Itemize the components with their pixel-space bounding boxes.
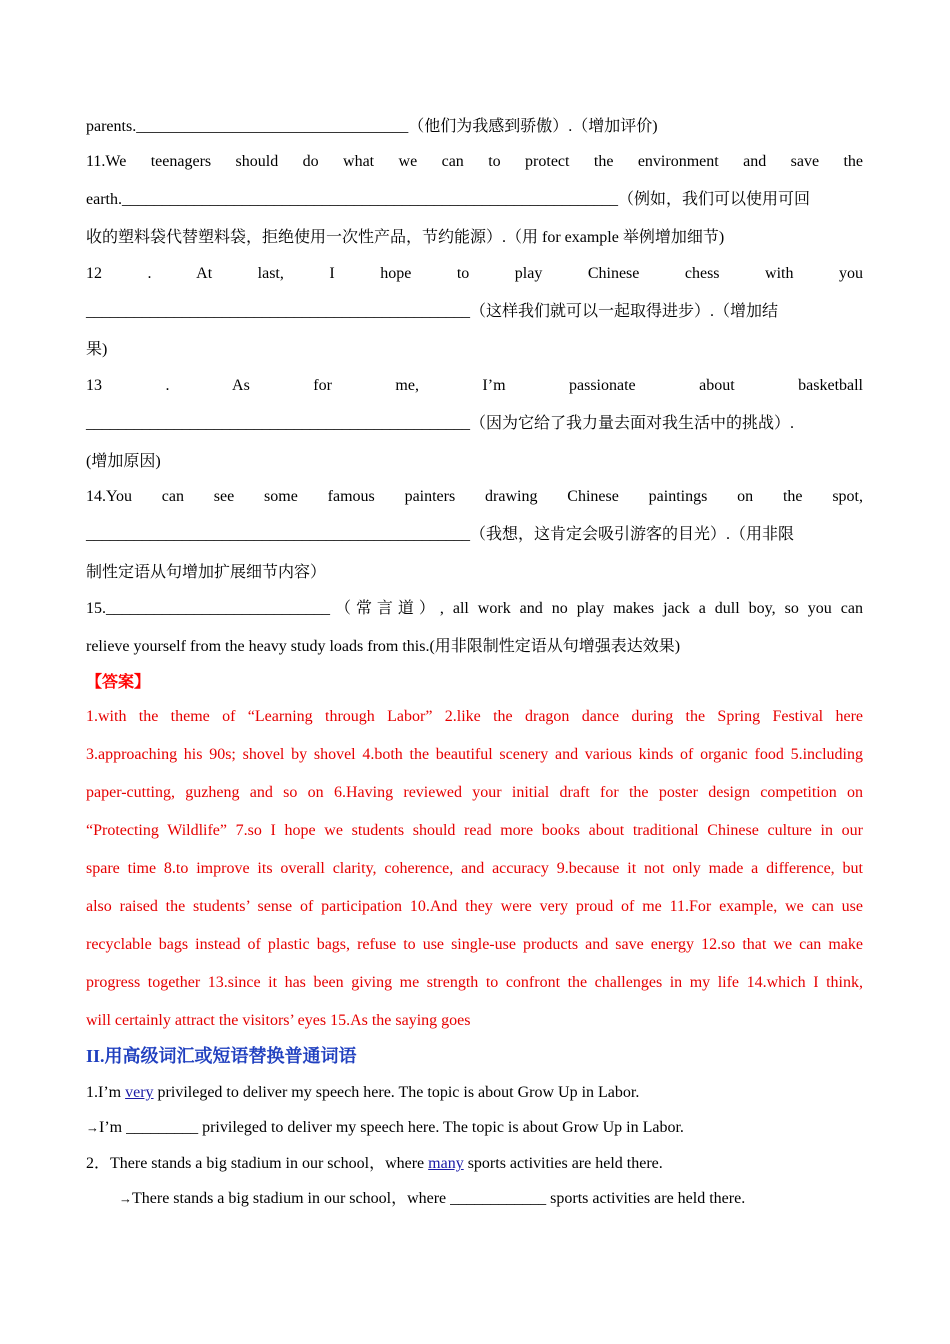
sentence-1 [86, 1082, 863, 1104]
answer-line: will certainly attract the visitors’ eyes 15.As the saying goes [86, 1012, 471, 1029]
q14-line-2: ________________________________________________（我想，这肯定会吸引游客的目光）.（用非限 [86, 526, 795, 543]
q12-line-2: ________________________________________________（这样我们就可以一起取得进步）.（增加结 [86, 303, 779, 320]
q12-line-1: 12 . At last, I hope to play Chinese chess with you [86, 265, 863, 282]
sentence-1-keyword: very [125, 1084, 154, 1101]
answer-line: 1.with the theme of “Learning through Labor” 2.like the dragon dance during the Spring Festival here [86, 708, 863, 725]
q13-line-2: ________________________________________________（因为它给了我力量去面对我生活中的挑战）. [86, 415, 795, 432]
sentence-1-post: privileged to deliver my speech here. The topic is about Grow Up in Labor. [153, 1084, 640, 1101]
answer-line: 3.approaching his 90s; shovel by shovel 4.both the beautiful scenery and various kinds of organic food 5.including [86, 746, 863, 763]
section-2-title: II.用高级词汇或短语替换普通词语 [86, 1046, 357, 1066]
answer-line: “Protecting Wildlife” 7.so I hope we students should read more books about traditional Chinese culture in our [86, 822, 863, 839]
q14-line-3: 制性定语从句增加扩展细节内容） [86, 564, 327, 581]
sentence-1-pre: 1.I’m [86, 1084, 126, 1101]
sentence-1-rewrite-text: I’m _________ privileged to deliver my speech here. The topic is about Grow Up in Labor. [99, 1119, 684, 1136]
q15-line-1: 15.____________________________（常言道）, all work and no play makes jack a dull boy, so you can [86, 600, 863, 617]
q15-line-2: relieve yourself from the heavy study loads from this.(用非限制性定语从句增强表达效果) [86, 638, 681, 655]
q11-line-2: earth.______________________________________________________________（例如，我们可以使用可回 [86, 191, 810, 208]
q11-line-3: 收的塑料袋代替塑料袋，拒绝使用一次性产品，节约能源）.（用 for example 举例增加细节) [86, 229, 725, 246]
sentence-1-rewrite [86, 1117, 863, 1139]
q13-line-3: (增加原因) [86, 453, 161, 470]
sentence-2-rewrite-text: There stands a big stadium in our school，where ____________ sports activities are held there. [132, 1190, 746, 1207]
answer-heading: 【答案】 [86, 674, 151, 691]
right-arrow-icon: → [86, 1120, 99, 1135]
answer-line: recyclable bags instead of plastic bags, refuse to use single-use products and save energy 12.so that we can make [86, 936, 863, 953]
sentence-2-rewrite [119, 1188, 863, 1210]
q13-line-1: 13 . As for me, I’m passionate about basketball [86, 377, 863, 394]
sentence-2-pre: 2．There stands a big stadium in our school，where [86, 1155, 429, 1172]
q14-line-1: 14.You can see some famous painters drawing Chinese paintings on the spot, [86, 488, 863, 505]
answer-line: paper-cutting, guzheng and so on 6.Having reviewed your initial draft for the poster design competition on [86, 784, 863, 801]
answer-line: spare time 8.to improve its overall clarity, coherence, and accuracy 9.because it not only made a difference, but [86, 860, 863, 877]
sentence-2-keyword: many [428, 1155, 464, 1172]
q10-end-line: parents.__________________________________（他们为我感到骄傲）.（增加评价) [86, 118, 658, 135]
answer-line: also raised the students’ sense of participation 10.And they were very proud of me 11.For example, we can use [86, 898, 863, 915]
sentence-2-post: sports activities are held there. [463, 1155, 663, 1172]
right-arrow-icon: → [119, 1191, 132, 1206]
q12-line-3: 果) [86, 341, 108, 358]
q11-line-1: 11.We teenagers should do what we can to protect the environment and save the [86, 153, 863, 170]
answer-line: progress together 13.since it has been giving me strength to confront the challenges in my life 14.which I think, [86, 974, 863, 991]
sentence-2 [86, 1153, 863, 1175]
